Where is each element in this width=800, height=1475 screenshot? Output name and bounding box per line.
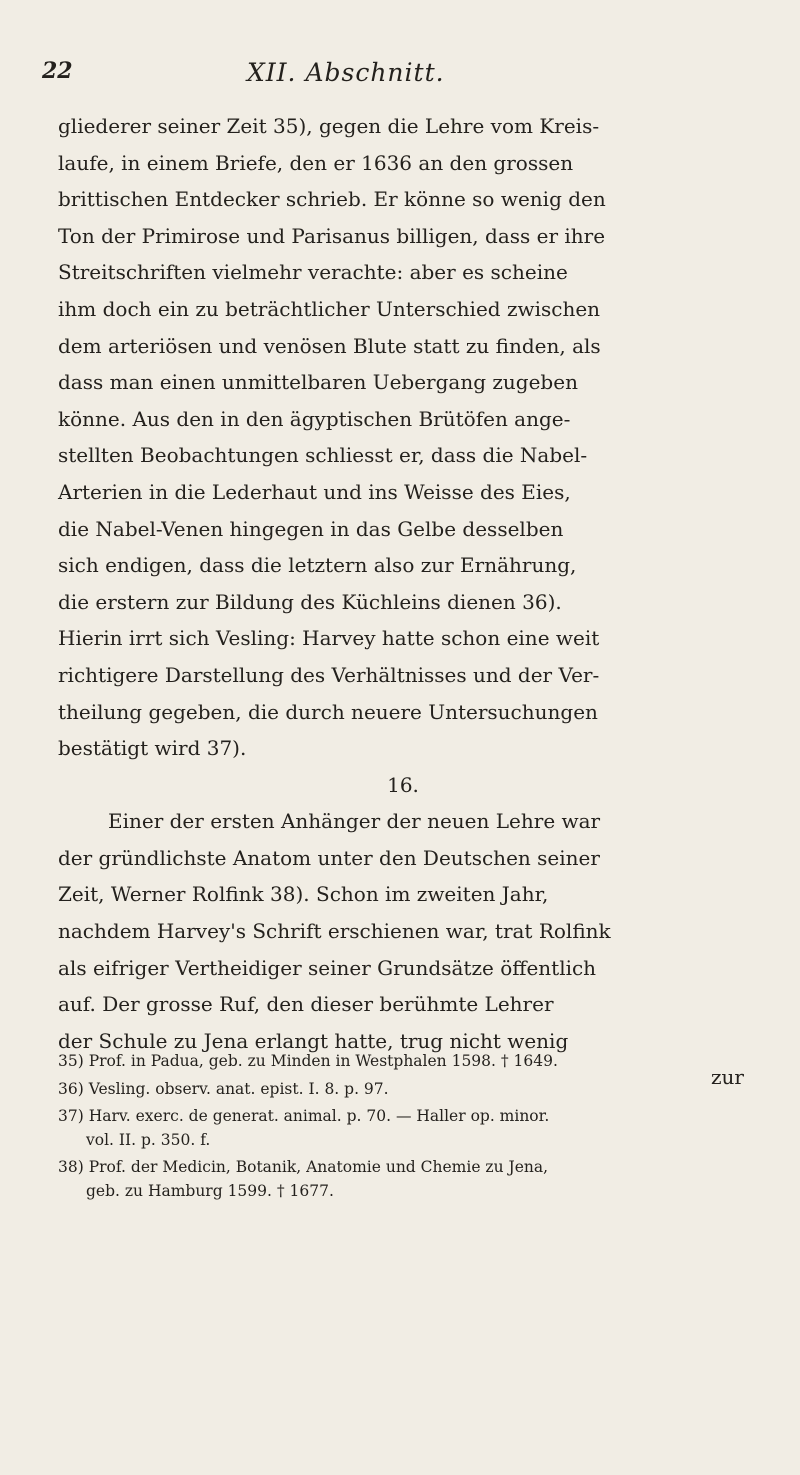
paragraph-1 <box>58 108 748 767</box>
footnote-36 <box>58 1078 748 1102</box>
text-line: stellten Beobachtungen schliesst er, dass die Nabel- <box>58 443 588 468</box>
footnote-38 <box>58 1156 748 1203</box>
footnote-text: 36) Vesling. observ. anat. epist. I. 8. p. 97. <box>58 1079 389 1098</box>
running-head: XII. Abschnitt. <box>247 58 445 87</box>
text-line: sich endigen, dass die letztern also zur Ernährung, <box>58 553 577 578</box>
text-line: dass man einen unmittelbaren Uebergang zugeben <box>58 370 578 395</box>
footnote-continuation: vol. II. p. 350. f. <box>86 1130 211 1149</box>
footnote-text: 37) Harv. exerc. de generat. animal. p. 70. — Haller op. minor. <box>58 1107 550 1125</box>
text-line: der gründlichste Anatom unter den Deutschen seiner <box>58 845 600 870</box>
text-line: theilung gegeben, die durch neuere Untersuchungen <box>58 699 598 724</box>
body-text <box>58 108 748 1096</box>
section-number: 16. <box>387 772 419 797</box>
text-line: die Nabel-Venen hingegen in das Gelbe desselben <box>58 516 564 541</box>
text-line: Arterien in die Lederhaut und ins Weisse des Eies, <box>58 479 571 504</box>
footnotes <box>58 1050 748 1207</box>
text-line: Hierin irrt sich Vesling: Harvey hatte schon eine weit <box>58 626 600 651</box>
text-line: bestätigt wird 37). <box>58 736 247 761</box>
text-line: Streitschriften vielmehr verachte: aber es scheine <box>58 260 568 285</box>
text-line: Zeit, Werner Rolfink 38). Schon im zweiten Jahr, <box>58 882 549 907</box>
text-line: der Schule zu Jena erlangt hatte, trug nicht wenig <box>58 1028 569 1053</box>
footnote-text: 35) Prof. in Padua, geb. zu Minden in Westphalen 1598. † 1649. <box>58 1052 558 1070</box>
footnote-37 <box>58 1105 748 1152</box>
text-line: gliederer seiner Zeit 35), gegen die Lehre vom Kreis- <box>58 114 600 138</box>
footnote-continuation: geb. zu Hamburg 1599. † 1677. <box>86 1181 334 1200</box>
text-line: als eifriger Vertheidiger seiner Grundsätze öffentlich <box>58 955 597 980</box>
text-line: dem arteriösen und venösen Blute statt zu finden, als <box>58 333 601 358</box>
text-line: richtigere Darstellung des Verhältnisses und der Ver- <box>58 662 600 687</box>
catchword: zur <box>711 1065 744 1090</box>
text-line: laufe, in einem Briefe, den er 1636 an den grossen <box>58 150 574 175</box>
text-line: könne. Aus den in den ägyptischen Brütöfen ange- <box>58 406 571 431</box>
section-heading <box>58 767 748 804</box>
text-line: nachdem Harvey's Schrift erschienen war, trat Rolfink <box>58 919 611 944</box>
footnote-text: 38) Prof. der Medicin, Botanik, Anatomie und Chemie zu Jena, <box>58 1158 549 1176</box>
text-line: Ton der Primirose und Parisanus billigen, dass er ihre <box>58 223 606 248</box>
text-line: auf. Der grosse Ruf, den dieser berühmte Lehrer <box>58 992 554 1017</box>
page-number: 22 <box>42 58 73 84</box>
text-line: Einer der ersten Anhänger der neuen Lehre war <box>108 809 601 834</box>
text-line: ihm doch ein zu beträchtlicher Unterschied zwischen <box>58 296 601 321</box>
text-line: brittischen Entdecker schrieb. Er könne so wenig den <box>58 187 606 212</box>
page-header <box>42 58 742 98</box>
text-line: die erstern zur Bildung des Küchleins dienen 36). <box>58 589 562 614</box>
footnote-35 <box>58 1050 748 1074</box>
